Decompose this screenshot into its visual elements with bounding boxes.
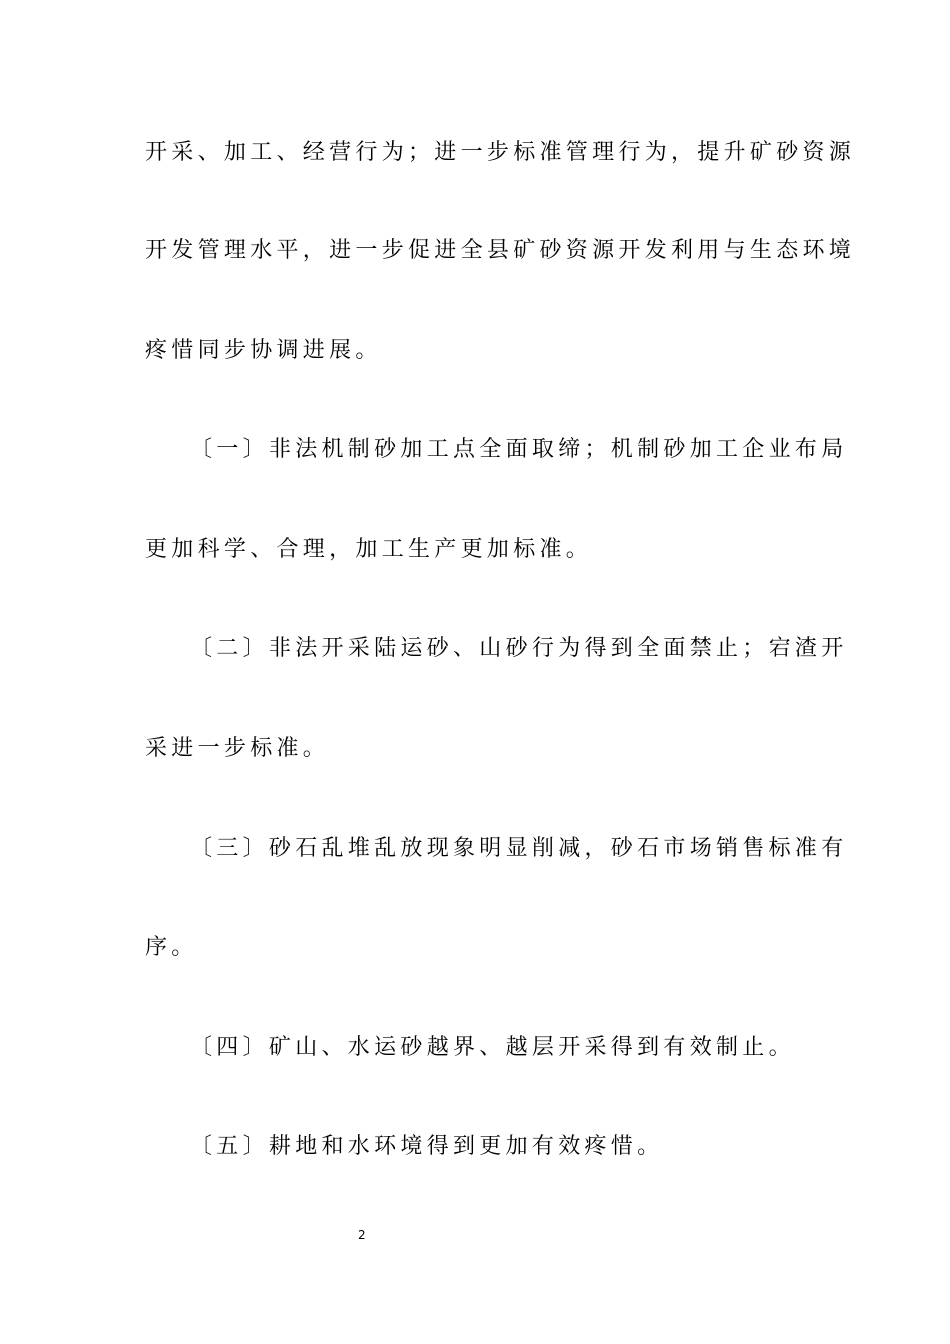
list-item-2-line-1: 〔二〕非法开采陆运砂、山砂行为得到全面禁止；宕渣开 bbox=[190, 636, 848, 661]
list-item-2-line-2: 采进一步标准。 bbox=[145, 736, 330, 761]
page-number: 2 bbox=[358, 1228, 366, 1242]
list-item-1-line-1: 〔一〕非法机制砂加工点全面取缔；机制砂加工企业布局 bbox=[190, 437, 848, 462]
list-item-3-line-2: 序。 bbox=[145, 935, 198, 960]
text-line-3: 疼惜同步协调进展。 bbox=[145, 338, 382, 363]
text-line-1: 开采、加工、经营行为；进一步标准管理行为，提升矿砂资源 bbox=[145, 140, 856, 165]
list-item-3-line-1: 〔三〕砂石乱堆乱放现象明显削减，砂石市场销售标准有 bbox=[190, 836, 848, 861]
text-line-2: 开发管理水平，进一步促进全县矿砂资源开发利用与生态环境 bbox=[145, 238, 856, 263]
list-item-1-line-2: 更加科学、合理，加工生产更加标准。 bbox=[145, 537, 593, 562]
list-item-4: 〔四〕矿山、水运砂越界、越层开采得到有效制止。 bbox=[190, 1035, 795, 1060]
list-item-5: 〔五〕耕地和水环境得到更加有效疼惜。 bbox=[190, 1134, 664, 1159]
